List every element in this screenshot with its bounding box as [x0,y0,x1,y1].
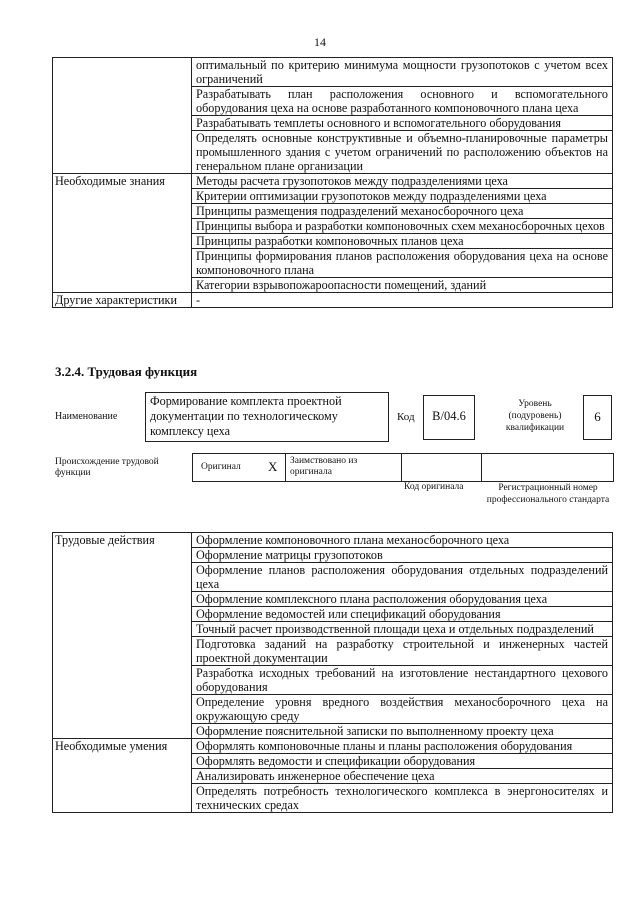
table-row [53,293,613,308]
row-label [53,58,192,174]
row-item: Оформление компоновочного плана механосборочного цеха [192,533,613,548]
top-requirements-table [52,57,613,308]
function-name-value: Формирование комплекта проектной документации по технологическому комплексу цеха [150,394,342,438]
name-label: Наименование [55,411,118,422]
bottom-requirements-table [52,532,613,813]
row-label: Необходимые знания [53,174,192,293]
origin-borrowed-cell [285,454,402,481]
table-row [53,174,613,189]
code-label: Код [397,411,415,423]
row-item: Оформление планов расположения оборудования отдельных подразделений цеха [192,563,613,592]
row-item: Подготовка заданий на разработку строительной и инженерных частей проектной документации [192,637,613,666]
table-row [53,739,613,754]
row-item: Оформлять компоновочные планы и планы расположения оборудования [192,739,613,754]
row-label: Необходимые умения [53,739,192,813]
row-item: оптимальный по критерию минимума мощности грузопотоков с учетом всех ограничений [192,58,613,87]
reg-number-caption: Регистрационный номер профессионального стандарта [486,483,610,505]
row-item: Принципы выбора и разработки компоновочных схем механосборочных цехов [192,219,613,234]
row-item: Оформление пояснительной записки по выполненному проекту цеха [192,724,613,739]
row-item: Определять потребность технологического комплекса в энергоносителях и технических средах [192,784,613,813]
code-original-caption: Код оригинала [404,482,464,492]
original-label: Оригинал [201,462,241,472]
table-row [53,533,613,548]
row-item: Оформление матрицы грузопотоков [192,548,613,563]
origin-code-cell [401,454,482,481]
row-item: Оформление комплексного плана расположения оборудования цеха [192,592,613,607]
function-name-box [145,392,389,442]
page-number: 14 [314,35,326,49]
row-label: Трудовые действия [53,533,192,739]
table-row [53,58,613,87]
row-item: Оформление ведомостей или спецификаций оборудования [192,607,613,622]
row-item: Разработка исходных требований на изготовление нестандартного цехового оборудования [192,666,613,695]
row-item: Оформлять ведомости и спецификации оборудования [192,754,613,769]
row-item: - [192,293,613,308]
original-mark: X [268,459,278,474]
row-item: Принципы формирования планов расположения оборудования цеха на основе компоновочного плана [192,249,613,278]
row-item: Принципы размещения подразделений механосборочного цеха [192,204,613,219]
row-item: Анализировать инженерное обеспечение цеха [192,769,613,784]
level-value: 6 [594,409,601,424]
code-value: В/04.6 [432,409,466,423]
row-item: Методы расчета грузопотоков между подразделениями цеха [192,174,613,189]
row-item: Определять основные конструктивные и объемно-планировочные параметры промышленного здания с учетом ограничений по расположению объектов на генеральном плане организации [192,131,613,174]
row-item: Принципы разработки компоновочных планов цеха [192,234,613,249]
section-heading: 3.2.4. Трудовая функция [55,364,198,379]
origin-original-cell [193,454,286,481]
origin-reg-cell [481,454,613,481]
row-item: Точный расчет производственной площади цеха и отдельных подразделений [192,622,613,637]
origin-row [192,453,614,482]
row-label: Другие характеристики [53,293,192,308]
origin-label: Происхождение трудовой функции [55,457,159,478]
row-item: Критерии оптимизации грузопотоков между подразделениями цеха [192,189,613,204]
level-box [583,395,612,440]
level-label: Уровень (подуровень) квалификации [505,399,565,433]
row-item: Разрабатывать план расположения основного и вспомогательного оборудования цеха на основе разработанного компоновочного плана цеха [192,87,613,116]
row-item: Категории взрывопожароопасности помещений, зданий [192,278,613,293]
row-item: Определение уровня вредного воздействия механосборочного цеха на окружающую среду [192,695,613,724]
code-box [423,395,475,440]
row-item: Разрабатывать темплеты основного и вспомогательного оборудования [192,116,613,131]
borrowed-label: Заимствовано из оригинала [290,456,358,477]
